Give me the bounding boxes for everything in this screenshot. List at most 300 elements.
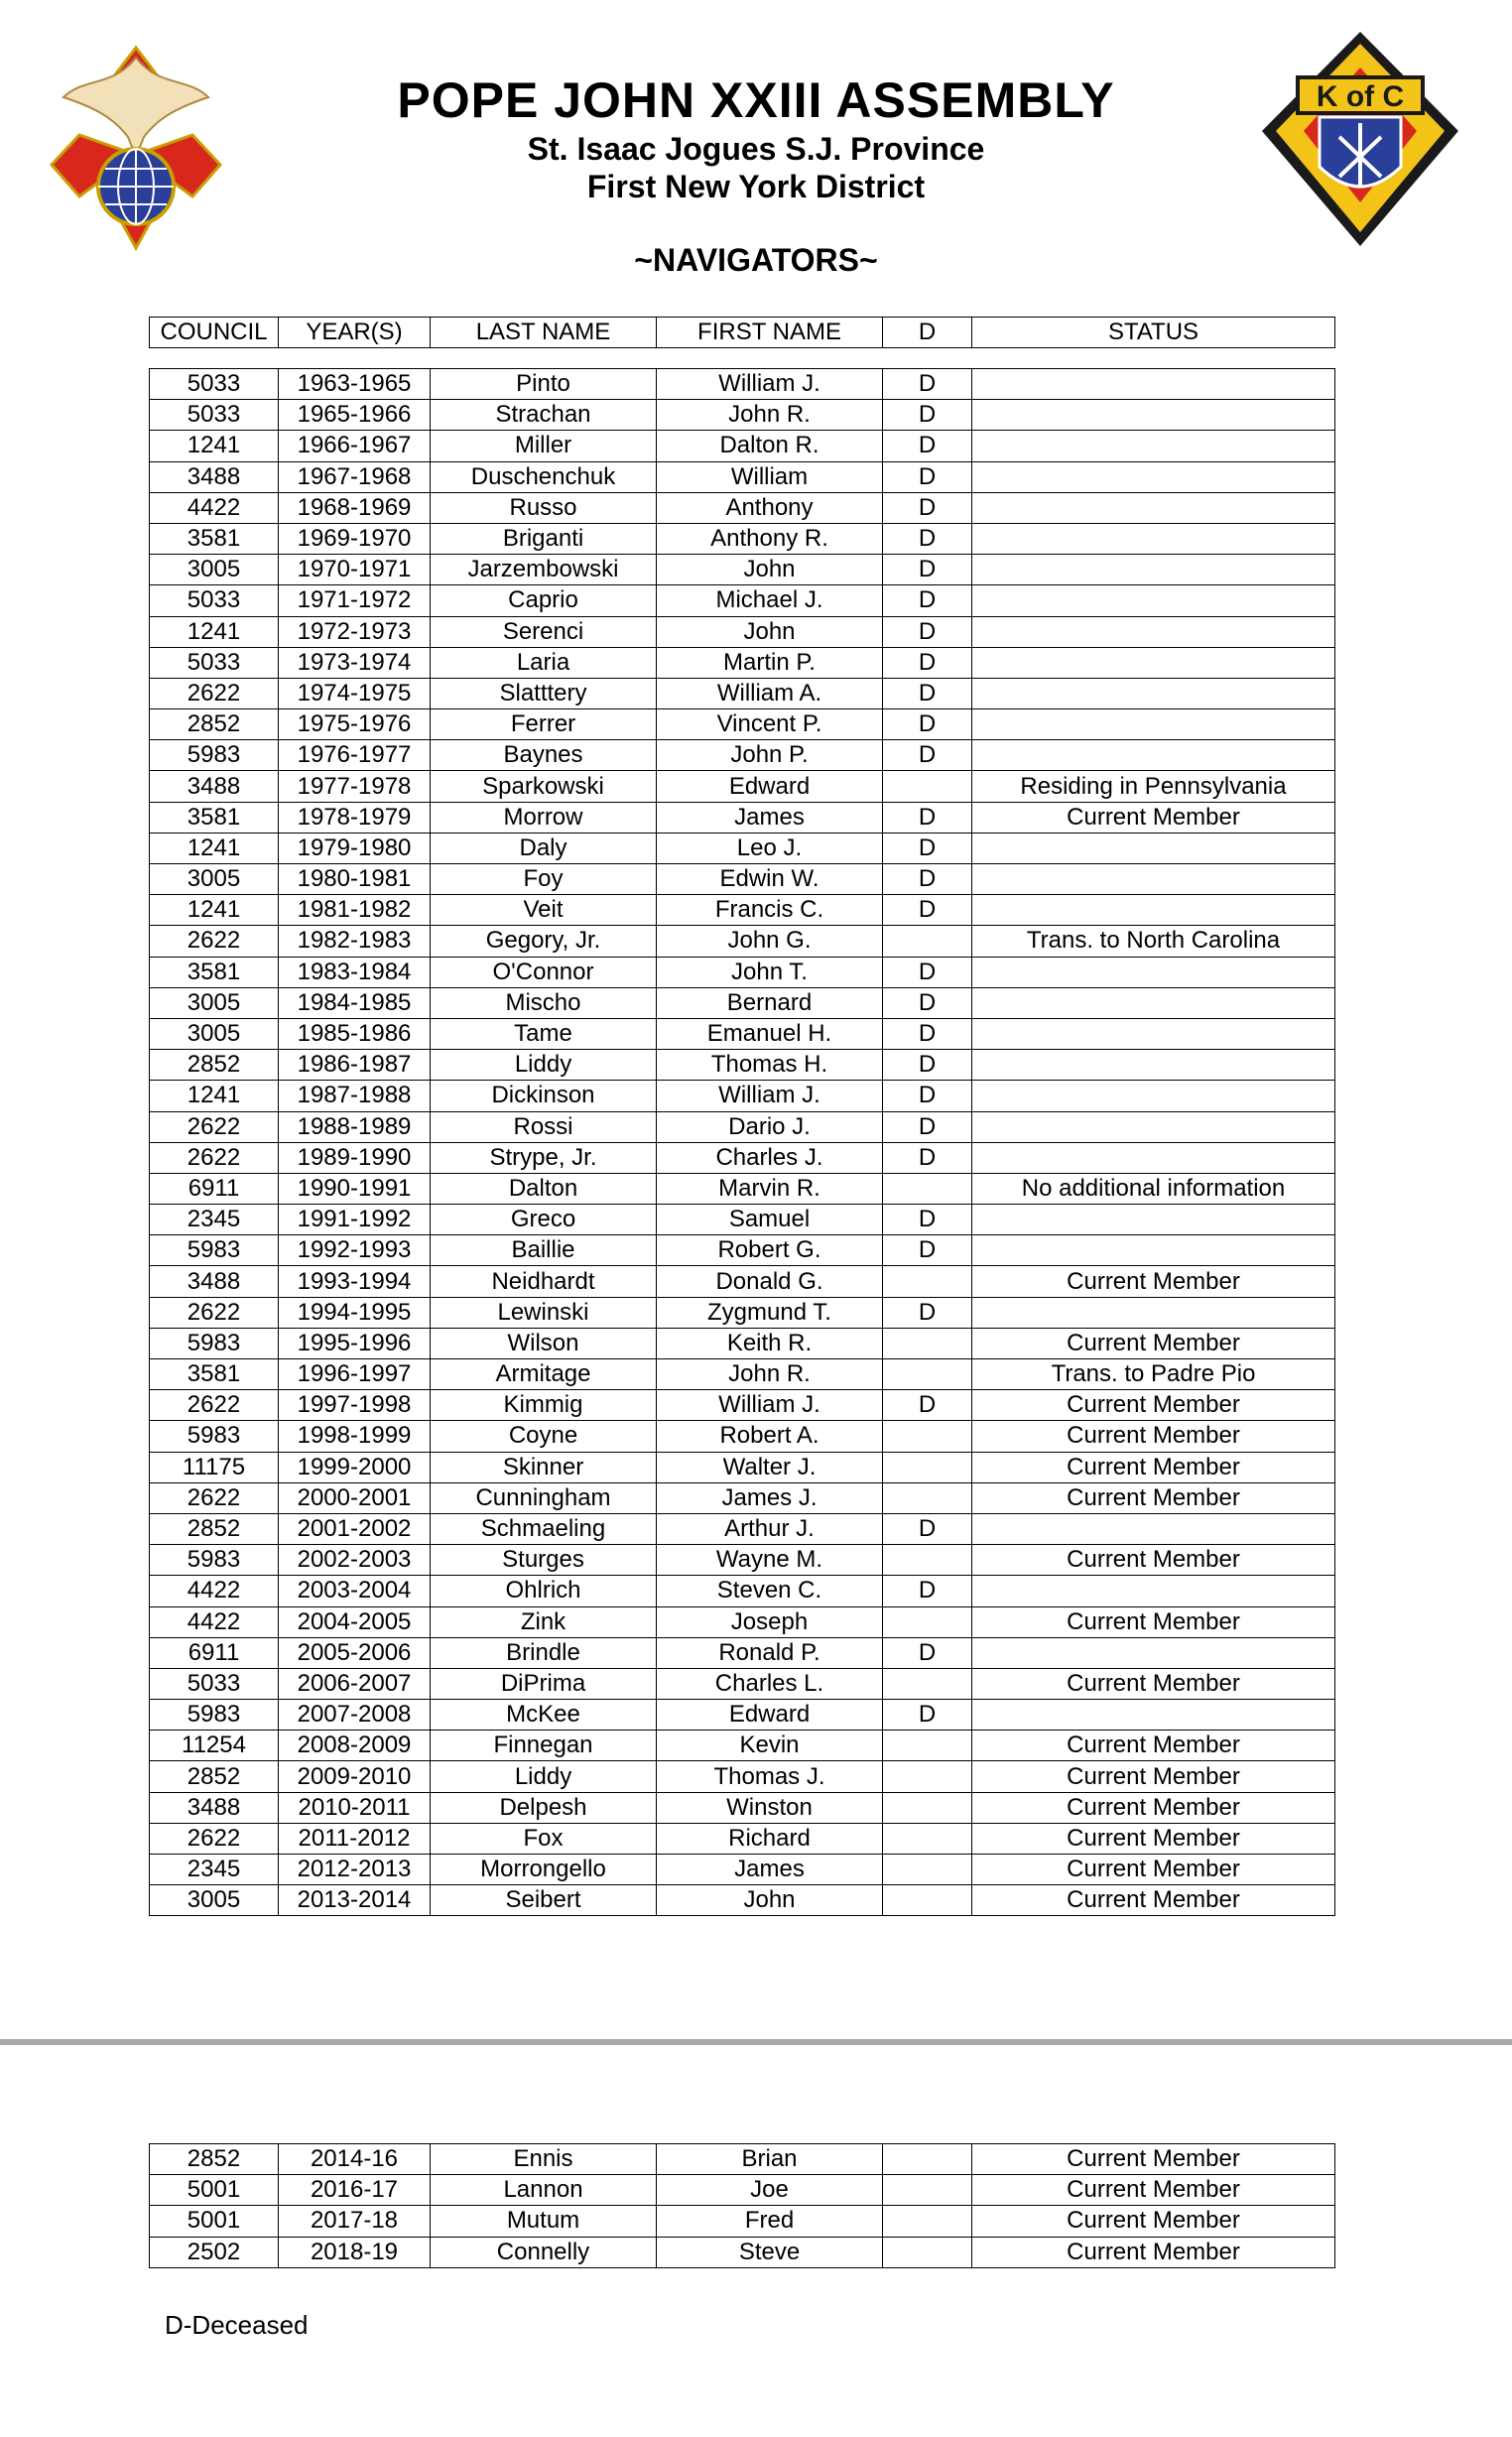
- first-name-cell: Steven C.: [657, 1576, 883, 1606]
- status-cell: Current Member: [972, 1545, 1335, 1576]
- table-row: [150, 1018, 1335, 1049]
- status-cell: Current Member: [972, 1328, 1335, 1358]
- last-name-cell: Delpesh: [431, 1792, 657, 1823]
- deceased-cell: [883, 2206, 972, 2237]
- last-name-cell: Mutum: [431, 2206, 657, 2237]
- column-header-council: COUNCIL: [150, 318, 279, 348]
- status-cell: [972, 864, 1335, 895]
- first-name-cell: John G.: [657, 926, 883, 957]
- table-row: [150, 1111, 1335, 1142]
- table-row: [150, 523, 1335, 554]
- first-name-cell: John: [657, 1885, 883, 1916]
- status-cell: [972, 1637, 1335, 1668]
- last-name-cell: Jarzembowski: [431, 555, 657, 585]
- column-header-last-name: LAST NAME: [431, 318, 657, 348]
- council-cell: 4422: [150, 1606, 279, 1637]
- years-cell: 2010-2011: [279, 1792, 431, 1823]
- emblem-text: K of C: [1316, 80, 1405, 113]
- council-cell: 1241: [150, 431, 279, 461]
- council-cell: 3488: [150, 1266, 279, 1297]
- table-row: [150, 864, 1335, 895]
- years-cell: 1983-1984: [279, 957, 431, 987]
- years-cell: 1985-1986: [279, 1018, 431, 1049]
- council-cell: 2622: [150, 1297, 279, 1328]
- last-name-cell: McKee: [431, 1700, 657, 1731]
- council-cell: 11254: [150, 1731, 279, 1761]
- first-name-cell: Anthony R.: [657, 523, 883, 554]
- last-name-cell: Laria: [431, 647, 657, 678]
- section-divider: [0, 2039, 1512, 2045]
- last-name-cell: Duschenchuk: [431, 461, 657, 492]
- council-cell: 3581: [150, 1359, 279, 1390]
- table-row: [150, 1576, 1335, 1606]
- table-row: [150, 1266, 1335, 1297]
- table-row: [150, 1421, 1335, 1452]
- last-name-cell: Morrow: [431, 802, 657, 833]
- table-row: [150, 2237, 1335, 2267]
- table-row: [150, 1205, 1335, 1235]
- last-name-cell: Daly: [431, 833, 657, 863]
- council-cell: 5033: [150, 585, 279, 616]
- status-cell: [972, 1576, 1335, 1606]
- years-cell: 1977-1978: [279, 771, 431, 802]
- years-cell: 1988-1989: [279, 1111, 431, 1142]
- first-name-cell: Francis C.: [657, 895, 883, 926]
- status-cell: [972, 1081, 1335, 1111]
- deceased-cell: [883, 1421, 972, 1452]
- column-header-first-name: FIRST NAME: [657, 318, 883, 348]
- column-header-status: STATUS: [972, 318, 1335, 348]
- council-cell: 2345: [150, 1855, 279, 1885]
- table-row: [150, 1050, 1335, 1081]
- deceased-cell: [883, 2175, 972, 2206]
- years-cell: 2001-2002: [279, 1513, 431, 1544]
- council-cell: 3488: [150, 461, 279, 492]
- years-cell: 1984-1985: [279, 987, 431, 1018]
- status-cell: No additional information: [972, 1173, 1335, 1204]
- council-cell: 5033: [150, 400, 279, 431]
- last-name-cell: Coyne: [431, 1421, 657, 1452]
- first-name-cell: John R.: [657, 1359, 883, 1390]
- years-cell: 1979-1980: [279, 833, 431, 863]
- status-cell: [972, 1050, 1335, 1081]
- table-row: [150, 1761, 1335, 1792]
- years-cell: 1995-1996: [279, 1328, 431, 1358]
- first-name-cell: Dalton R.: [657, 431, 883, 461]
- first-name-cell: Edwin W.: [657, 864, 883, 895]
- first-name-cell: Martin P.: [657, 647, 883, 678]
- years-cell: 1976-1977: [279, 740, 431, 771]
- deceased-cell: [883, 1761, 972, 1792]
- last-name-cell: Slatttery: [431, 678, 657, 708]
- council-cell: 3005: [150, 555, 279, 585]
- status-cell: [972, 585, 1335, 616]
- council-cell: 2852: [150, 1050, 279, 1081]
- years-cell: 1966-1967: [279, 431, 431, 461]
- status-cell: [972, 616, 1335, 647]
- deceased-cell: D: [883, 616, 972, 647]
- table-row: [150, 802, 1335, 833]
- years-cell: 1996-1997: [279, 1359, 431, 1390]
- deceased-cell: [883, 1359, 972, 1390]
- years-cell: 1970-1971: [279, 555, 431, 585]
- council-cell: 5983: [150, 1700, 279, 1731]
- deceased-cell: D: [883, 1205, 972, 1235]
- first-name-cell: Joseph: [657, 1606, 883, 1637]
- years-cell: 1987-1988: [279, 1081, 431, 1111]
- deceased-cell: [883, 1328, 972, 1358]
- council-cell: 2622: [150, 1142, 279, 1173]
- council-cell: 2852: [150, 1513, 279, 1544]
- years-cell: 2004-2005: [279, 1606, 431, 1637]
- years-cell: 1998-1999: [279, 1421, 431, 1452]
- years-cell: 1972-1973: [279, 616, 431, 647]
- first-name-cell: James J.: [657, 1482, 883, 1513]
- deceased-cell: D: [883, 431, 972, 461]
- last-name-cell: Zink: [431, 1606, 657, 1637]
- district-subtitle: First New York District: [586, 169, 926, 204]
- years-cell: 2003-2004: [279, 1576, 431, 1606]
- first-name-cell: Zygmund T.: [657, 1297, 883, 1328]
- table-row: [150, 2144, 1335, 2175]
- deceased-cell: [883, 1452, 972, 1482]
- first-name-cell: William J.: [657, 1390, 883, 1421]
- status-cell: Current Member: [972, 1885, 1335, 1916]
- table-row: [150, 2206, 1335, 2237]
- first-name-cell: John T.: [657, 957, 883, 987]
- first-name-cell: William J.: [657, 369, 883, 400]
- deceased-cell: D: [883, 709, 972, 740]
- last-name-cell: Ennis: [431, 2144, 657, 2175]
- first-name-cell: Anthony: [657, 492, 883, 523]
- first-name-cell: Fred: [657, 2206, 883, 2237]
- deceased-cell: D: [883, 802, 972, 833]
- status-cell: Current Member: [972, 1731, 1335, 1761]
- last-name-cell: Foy: [431, 864, 657, 895]
- last-name-cell: Liddy: [431, 1761, 657, 1792]
- last-name-cell: Russo: [431, 492, 657, 523]
- status-cell: [972, 369, 1335, 400]
- years-cell: 2014-16: [279, 2144, 431, 2175]
- deceased-cell: [883, 1482, 972, 1513]
- status-cell: Current Member: [972, 2175, 1335, 2206]
- years-cell: 2011-2012: [279, 1823, 431, 1854]
- deceased-cell: D: [883, 647, 972, 678]
- last-name-cell: Brindle: [431, 1637, 657, 1668]
- table-row: [150, 616, 1335, 647]
- status-cell: Trans. to Padre Pio: [972, 1359, 1335, 1390]
- first-name-cell: Marvin R.: [657, 1173, 883, 1204]
- years-cell: 2018-19: [279, 2237, 431, 2267]
- deceased-cell: D: [883, 833, 972, 863]
- first-name-cell: Steve: [657, 2237, 883, 2267]
- status-cell: [972, 1018, 1335, 1049]
- deceased-cell: D: [883, 987, 972, 1018]
- first-name-cell: Arthur J.: [657, 1513, 883, 1544]
- table-row: [150, 555, 1335, 585]
- last-name-cell: Sparkowski: [431, 771, 657, 802]
- council-cell: 3581: [150, 802, 279, 833]
- first-name-cell: Robert G.: [657, 1235, 883, 1266]
- deceased-cell: [883, 1731, 972, 1761]
- table-row: [150, 585, 1335, 616]
- years-cell: 1990-1991: [279, 1173, 431, 1204]
- last-name-cell: Morrongello: [431, 1855, 657, 1885]
- deceased-cell: D: [883, 523, 972, 554]
- years-cell: 1982-1983: [279, 926, 431, 957]
- column-header-deceased: D: [883, 318, 972, 348]
- deceased-cell: [883, 926, 972, 957]
- council-cell: 2622: [150, 1390, 279, 1421]
- council-cell: 3005: [150, 1018, 279, 1049]
- years-cell: 1980-1981: [279, 864, 431, 895]
- deceased-cell: [883, 1823, 972, 1854]
- last-name-cell: Pinto: [431, 369, 657, 400]
- last-name-cell: Mischo: [431, 987, 657, 1018]
- status-cell: Current Member: [972, 1482, 1335, 1513]
- years-cell: 1974-1975: [279, 678, 431, 708]
- council-cell: 3581: [150, 957, 279, 987]
- first-name-cell: William: [657, 461, 883, 492]
- last-name-cell: Strype, Jr.: [431, 1142, 657, 1173]
- council-cell: 2622: [150, 1823, 279, 1854]
- table-row: [150, 1482, 1335, 1513]
- table-row: [150, 1668, 1335, 1699]
- first-name-cell: Richard: [657, 1823, 883, 1854]
- council-cell: 5033: [150, 647, 279, 678]
- years-cell: 1997-1998: [279, 1390, 431, 1421]
- table-row: [150, 1855, 1335, 1885]
- table-row: [150, 1328, 1335, 1358]
- status-cell: [972, 957, 1335, 987]
- first-name-cell: Vincent P.: [657, 709, 883, 740]
- deceased-cell: [883, 1885, 972, 1916]
- first-name-cell: Leo J.: [657, 833, 883, 863]
- years-cell: 1973-1974: [279, 647, 431, 678]
- last-name-cell: Strachan: [431, 400, 657, 431]
- status-cell: [972, 1297, 1335, 1328]
- first-name-cell: Walter J.: [657, 1452, 883, 1482]
- first-name-cell: Emanuel H.: [657, 1018, 883, 1049]
- table-row: [150, 1359, 1335, 1390]
- last-name-cell: Ferrer: [431, 709, 657, 740]
- deceased-cell: D: [883, 1513, 972, 1544]
- status-cell: [972, 987, 1335, 1018]
- years-cell: 2007-2008: [279, 1700, 431, 1731]
- council-cell: 3005: [150, 1885, 279, 1916]
- deceased-cell: D: [883, 1700, 972, 1731]
- council-cell: 2852: [150, 1761, 279, 1792]
- table-row: [150, 1700, 1335, 1731]
- deceased-cell: D: [883, 678, 972, 708]
- council-cell: 3488: [150, 771, 279, 802]
- status-cell: [972, 400, 1335, 431]
- deceased-cell: D: [883, 1111, 972, 1142]
- table-row: [150, 1142, 1335, 1173]
- first-name-cell: John: [657, 616, 883, 647]
- first-name-cell: Joe: [657, 2175, 883, 2206]
- council-cell: 5983: [150, 1328, 279, 1358]
- first-name-cell: James: [657, 802, 883, 833]
- council-cell: 1241: [150, 895, 279, 926]
- deceased-cell: D: [883, 1081, 972, 1111]
- table-row: [150, 1823, 1335, 1854]
- first-name-cell: Wayne M.: [657, 1545, 883, 1576]
- council-cell: 5983: [150, 1235, 279, 1266]
- years-cell: 2017-18: [279, 2206, 431, 2237]
- status-cell: Current Member: [972, 1823, 1335, 1854]
- first-name-cell: Thomas J.: [657, 1761, 883, 1792]
- last-name-cell: Veit: [431, 895, 657, 926]
- navigators-table: [149, 368, 1335, 1916]
- status-cell: [972, 678, 1335, 708]
- deceased-cell: D: [883, 895, 972, 926]
- deceased-cell: D: [883, 1142, 972, 1173]
- status-cell: Current Member: [972, 1390, 1335, 1421]
- first-name-cell: Dario J.: [657, 1111, 883, 1142]
- status-cell: [972, 833, 1335, 863]
- last-name-cell: Dalton: [431, 1173, 657, 1204]
- council-cell: 5983: [150, 740, 279, 771]
- status-cell: Current Member: [972, 1792, 1335, 1823]
- status-cell: Current Member: [972, 2144, 1335, 2175]
- last-name-cell: Wilson: [431, 1328, 657, 1358]
- council-cell: 1241: [150, 833, 279, 863]
- last-name-cell: Tame: [431, 1018, 657, 1049]
- table-row: [150, 740, 1335, 771]
- council-cell: 5001: [150, 2206, 279, 2237]
- table-row: [150, 678, 1335, 708]
- council-cell: 4422: [150, 492, 279, 523]
- deceased-footnote: D-Deceased: [165, 2310, 309, 2340]
- first-name-cell: Robert A.: [657, 1421, 883, 1452]
- table-row: [150, 400, 1335, 431]
- council-cell: 1241: [150, 1081, 279, 1111]
- table-row: [150, 1173, 1335, 1204]
- header-row: [150, 318, 1335, 348]
- council-cell: 2622: [150, 926, 279, 957]
- council-cell: 6911: [150, 1173, 279, 1204]
- deceased-cell: D: [883, 740, 972, 771]
- years-cell: 2005-2006: [279, 1637, 431, 1668]
- column-header-table: [149, 317, 1335, 348]
- years-cell: 1965-1966: [279, 400, 431, 431]
- deceased-cell: [883, 1792, 972, 1823]
- deceased-cell: D: [883, 461, 972, 492]
- years-cell: 1967-1968: [279, 461, 431, 492]
- table-row: [150, 1606, 1335, 1637]
- table-row: [150, 1390, 1335, 1421]
- last-name-cell: Serenci: [431, 616, 657, 647]
- table-row: [150, 1731, 1335, 1761]
- table-row: [150, 431, 1335, 461]
- deceased-cell: D: [883, 369, 972, 400]
- first-name-cell: Bernard: [657, 987, 883, 1018]
- first-name-cell: William A.: [657, 678, 883, 708]
- last-name-cell: Skinner: [431, 1452, 657, 1482]
- table-row: [150, 987, 1335, 1018]
- last-name-cell: Neidhardt: [431, 1266, 657, 1297]
- council-cell: 2622: [150, 1482, 279, 1513]
- last-name-cell: O'Connor: [431, 957, 657, 987]
- years-cell: 1994-1995: [279, 1297, 431, 1328]
- years-cell: 1993-1994: [279, 1266, 431, 1297]
- years-cell: 2008-2009: [279, 1731, 431, 1761]
- years-cell: 1978-1979: [279, 802, 431, 833]
- status-cell: [972, 1700, 1335, 1731]
- last-name-cell: Seibert: [431, 1885, 657, 1916]
- council-cell: 2622: [150, 678, 279, 708]
- council-cell: 4422: [150, 1576, 279, 1606]
- table-row: [150, 1297, 1335, 1328]
- council-cell: 5983: [150, 1421, 279, 1452]
- council-cell: 5001: [150, 2175, 279, 2206]
- council-cell: 1241: [150, 616, 279, 647]
- council-cell: 2345: [150, 1205, 279, 1235]
- last-name-cell: Miller: [431, 431, 657, 461]
- council-cell: 11175: [150, 1452, 279, 1482]
- first-name-cell: Winston: [657, 1792, 883, 1823]
- deceased-cell: D: [883, 1637, 972, 1668]
- council-cell: 6911: [150, 1637, 279, 1668]
- first-name-cell: Edward: [657, 1700, 883, 1731]
- first-name-cell: Thomas H.: [657, 1050, 883, 1081]
- status-cell: [972, 709, 1335, 740]
- deceased-cell: D: [883, 1297, 972, 1328]
- status-cell: Current Member: [972, 1452, 1335, 1482]
- deceased-cell: [883, 1173, 972, 1204]
- deceased-cell: D: [883, 400, 972, 431]
- years-cell: 2009-2010: [279, 1761, 431, 1792]
- deceased-cell: D: [883, 1576, 972, 1606]
- deceased-cell: [883, 1545, 972, 1576]
- table-row: [150, 1637, 1335, 1668]
- years-cell: 1999-2000: [279, 1452, 431, 1482]
- status-cell: Current Member: [972, 2206, 1335, 2237]
- table-row: [150, 1885, 1335, 1916]
- recent-navigators-table: [149, 2143, 1335, 2268]
- first-name-cell: Charles J.: [657, 1142, 883, 1173]
- table-row: [150, 461, 1335, 492]
- status-cell: [972, 523, 1335, 554]
- council-cell: 5983: [150, 1545, 279, 1576]
- first-name-cell: Edward: [657, 771, 883, 802]
- years-cell: 2006-2007: [279, 1668, 431, 1699]
- first-name-cell: John: [657, 555, 883, 585]
- council-cell: 2622: [150, 1111, 279, 1142]
- status-cell: Current Member: [972, 2237, 1335, 2267]
- status-cell: [972, 431, 1335, 461]
- last-name-cell: Schmaeling: [431, 1513, 657, 1544]
- years-cell: 2000-2001: [279, 1482, 431, 1513]
- last-name-cell: Lewinski: [431, 1297, 657, 1328]
- years-cell: 1986-1987: [279, 1050, 431, 1081]
- last-name-cell: Caprio: [431, 585, 657, 616]
- table-row: [150, 926, 1335, 957]
- years-cell: 1968-1969: [279, 492, 431, 523]
- status-cell: [972, 461, 1335, 492]
- last-name-cell: Briganti: [431, 523, 657, 554]
- last-name-cell: Finnegan: [431, 1731, 657, 1761]
- first-name-cell: William J.: [657, 1081, 883, 1111]
- council-cell: 2852: [150, 709, 279, 740]
- deceased-cell: D: [883, 555, 972, 585]
- table-row: [150, 771, 1335, 802]
- last-name-cell: Sturges: [431, 1545, 657, 1576]
- last-name-cell: Gegory, Jr.: [431, 926, 657, 957]
- council-cell: 2852: [150, 2144, 279, 2175]
- last-name-cell: Fox: [431, 1823, 657, 1854]
